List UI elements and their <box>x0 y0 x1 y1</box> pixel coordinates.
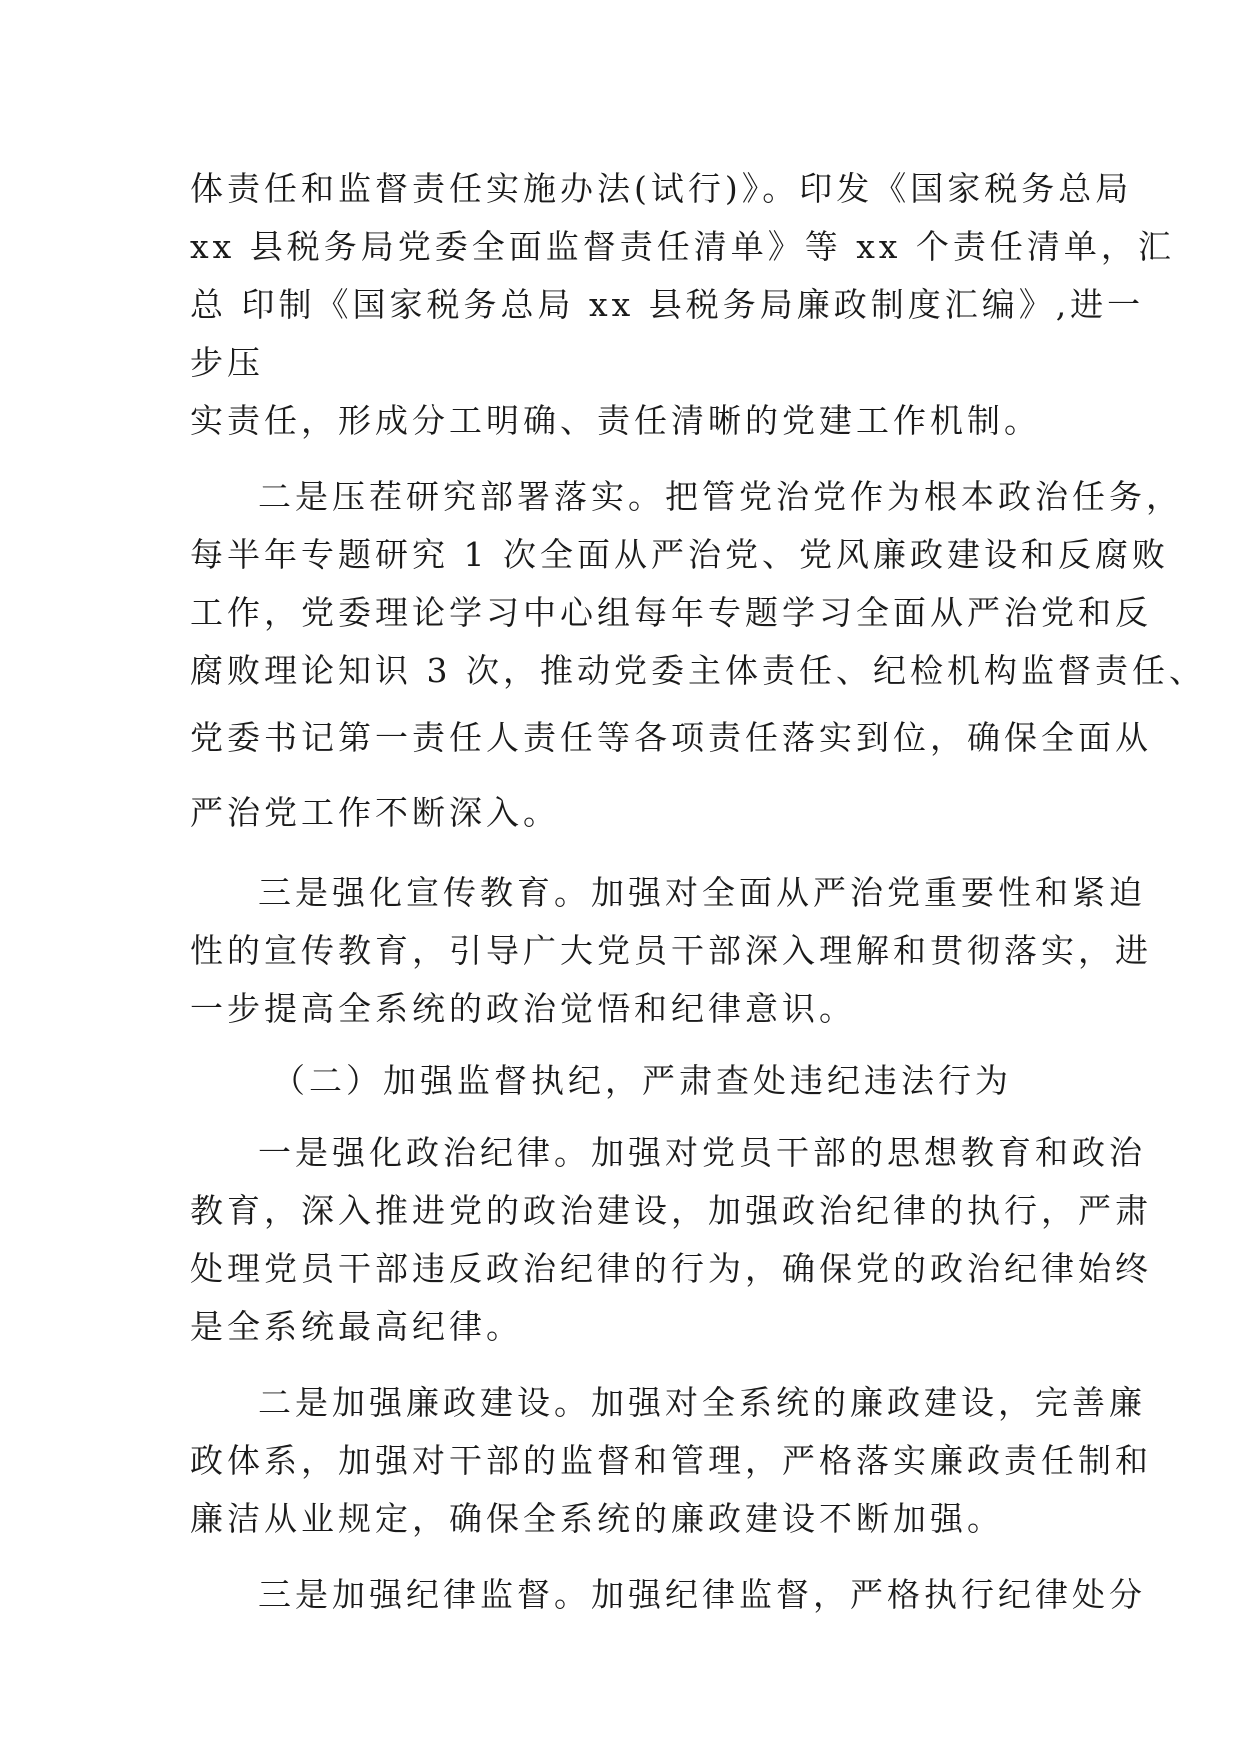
text-line: 实责任，形成分工明确、责任清晰的党建工作机制。 <box>190 401 1041 440</box>
paragraph-3 <box>190 864 1152 1038</box>
text-line: 体责任和监督责任实施办法(试行)》。印发《国家税务总局 <box>190 169 1133 208</box>
text-line: 二是加强廉政建设。加强对全系统的廉政建设，完善廉 <box>258 1383 1146 1422</box>
paragraph-2 <box>190 468 1206 850</box>
text-line: 处理党员干部违反政治纪律的行为，确保党的政治纪律始终 <box>190 1249 1152 1288</box>
text-line: 工作，党委理论学习中心组每年专题学习全面从严治党和反 <box>190 593 1152 632</box>
text-line: xx 县税务局党委全面监督责任清单》等 xx 个责任清单，汇 <box>190 227 1175 266</box>
heading-text: （二）加强监督执纪，严肃查处违纪违法行为 <box>272 1061 1012 1100</box>
text-line: 教育，深入推进党的政治建设，加强政治纪律的执行，严肃 <box>190 1191 1152 1230</box>
text-line: 腐败理论知识 3 次，推动党委主体责任、纪检机构监督责任、 <box>190 651 1206 690</box>
text-line: 严治党工作不断深入。 <box>190 793 560 832</box>
text-line: 性的宣传教育，引导广大党员干部深入理解和贯彻落实，进 <box>190 931 1152 970</box>
text-line: 三是加强纪律监督。加强纪律监督，严格执行纪律处分 <box>258 1575 1146 1614</box>
text-line: 廉洁从业规定，确保全系统的廉政建设不断加强。 <box>190 1499 1004 1538</box>
text-line: 是全系统最高纪律。 <box>190 1307 523 1346</box>
text-line: 政体系，加强对干部的监督和管理，严格落实廉政责任制和 <box>190 1441 1152 1480</box>
document-body <box>190 160 1206 1624</box>
text-line: 每半年专题研究 1 次全面从严治党、党风廉政建设和反腐败 <box>190 535 1169 574</box>
paragraph-5 <box>190 1374 1152 1548</box>
text-line: 一是强化政治纪律。加强对党员干部的思想教育和政治 <box>258 1133 1146 1172</box>
text-line: 党委书记第一责任人责任等各项责任落实到位，确保全面从 <box>190 718 1152 757</box>
paragraph-1 <box>190 160 1175 450</box>
section-heading <box>190 1052 1054 1110</box>
text-line: 步压 <box>190 343 264 382</box>
text-line: 二是压茬研究部署落实。把管党治党作为根本政治任务， <box>258 477 1183 516</box>
text-line: 一步提高全系统的政治觉悟和纪律意识。 <box>190 989 856 1028</box>
text-line: 总 印制《国家税务总局 xx 县税务局廉政制度汇编》,进一 <box>190 285 1145 324</box>
paragraph-4 <box>190 1124 1152 1356</box>
paragraph-6 <box>190 1566 1146 1624</box>
text-line: 三是强化宣传教育。加强对全面从严治党重要性和紧迫 <box>258 873 1146 912</box>
